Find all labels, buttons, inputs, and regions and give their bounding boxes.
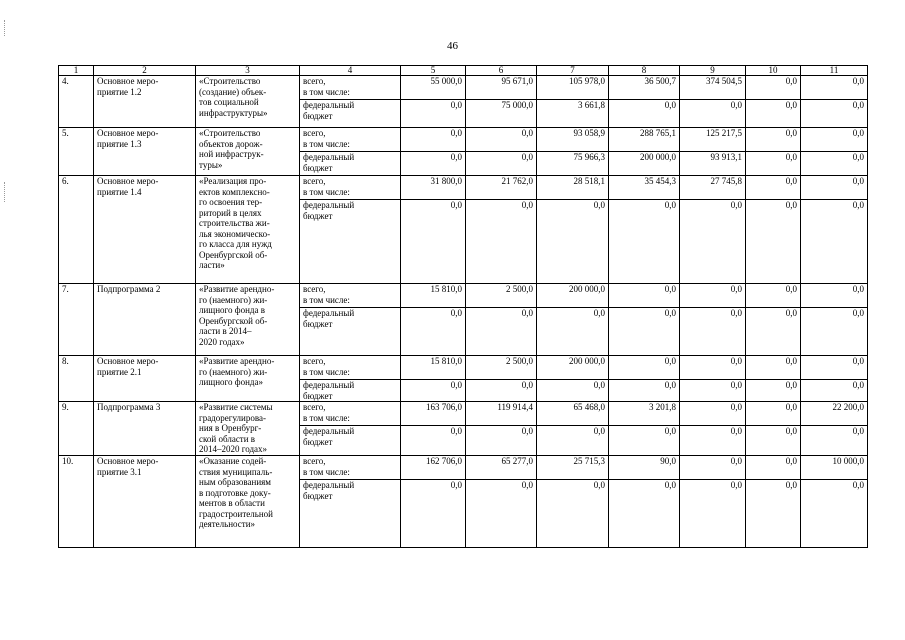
table-row (59, 356, 868, 380)
column-header: 11 (801, 66, 868, 76)
row-name: Основное меро- приятие 1.4 (94, 176, 196, 284)
row-title: «Развитие арендно- го (наемного) жи- лищного фонда в Оренбургской об- ласти в 2014– 2020 годах» (196, 284, 300, 356)
total-value: 125 217,5 (680, 128, 746, 152)
total-value: 0,0 (466, 128, 537, 152)
federal-value: 0,0 (680, 308, 746, 356)
column-header: 10 (746, 66, 801, 76)
total-value: 0,0 (801, 176, 868, 200)
total-value: 0,0 (801, 284, 868, 308)
total-value: 0,0 (801, 76, 868, 100)
total-value: 93 058,9 (537, 128, 609, 152)
total-value: 0,0 (401, 128, 466, 152)
total-value: 200 000,0 (537, 356, 609, 380)
federal-value: 0,0 (401, 100, 466, 128)
federal-value: 0,0 (466, 426, 537, 456)
federal-value: 0,0 (609, 200, 680, 284)
federal-value: 200 000,0 (609, 152, 680, 176)
total-value: 105 978,0 (537, 76, 609, 100)
total-value: 0,0 (746, 128, 801, 152)
total-value: 65 468,0 (537, 402, 609, 426)
federal-value: 0,0 (680, 380, 746, 402)
total-value: 288 765,1 (609, 128, 680, 152)
federal-value: 0,0 (801, 480, 868, 548)
federal-value: 0,0 (746, 426, 801, 456)
row-name: Основное меро- приятие 1.3 (94, 128, 196, 176)
federal-value: 0,0 (609, 100, 680, 128)
federal-label: федеральный бюджет (300, 152, 401, 176)
column-header: 9 (680, 66, 746, 76)
federal-value: 0,0 (801, 308, 868, 356)
total-value: 35 454,3 (609, 176, 680, 200)
total-value: 200 000,0 (537, 284, 609, 308)
row-name: Основное меро- приятие 1.2 (94, 76, 196, 128)
total-value: 36 500,7 (609, 76, 680, 100)
total-label: всего, в том числе: (300, 284, 401, 308)
total-label: всего, в том числе: (300, 128, 401, 152)
total-value: 0,0 (680, 402, 746, 426)
row-title: «Развитие системы градорегулирова- ния в Оренбург- ской области в 2014–2020 годах» (196, 402, 300, 456)
federal-value: 0,0 (401, 480, 466, 548)
federal-value: 0,0 (746, 200, 801, 284)
federal-value: 0,0 (537, 308, 609, 356)
total-value: 15 810,0 (401, 284, 466, 308)
column-header: 6 (466, 66, 537, 76)
row-title: «Строительство (создание) объек- тов социальной инфраструктуры» (196, 76, 300, 128)
total-value: 0,0 (609, 356, 680, 380)
row-title: «Оказание содей- ствия муниципаль- ным образованиям в подготовке доку- ментов в области градостроительной деятельности» (196, 456, 300, 548)
table-row (59, 284, 868, 308)
row-name: Подпрограмма 2 (94, 284, 196, 356)
total-value: 0,0 (746, 284, 801, 308)
federal-value: 0,0 (401, 308, 466, 356)
federal-value: 0,0 (680, 480, 746, 548)
federal-value: 0,0 (401, 200, 466, 284)
federal-value: 0,0 (746, 480, 801, 548)
federal-value: 0,0 (466, 152, 537, 176)
federal-value: 0,0 (466, 480, 537, 548)
total-label: всего, в том числе: (300, 356, 401, 380)
total-value: 65 277,0 (466, 456, 537, 480)
total-value: 119 914,4 (466, 402, 537, 426)
total-value: 21 762,0 (466, 176, 537, 200)
table-row (59, 456, 868, 480)
budget-table-body (59, 66, 868, 548)
row-name: Подпрограмма 3 (94, 402, 196, 456)
federal-value: 0,0 (609, 308, 680, 356)
total-value: 0,0 (801, 356, 868, 380)
total-value: 10 000,0 (801, 456, 868, 480)
federal-value: 0,0 (680, 426, 746, 456)
total-value: 162 706,0 (401, 456, 466, 480)
federal-value: 0,0 (609, 480, 680, 548)
federal-value: 0,0 (537, 380, 609, 402)
row-name: Основное меро- приятие 2.1 (94, 356, 196, 402)
total-value: 163 706,0 (401, 402, 466, 426)
budget-table (58, 65, 868, 548)
federal-value: 0,0 (746, 100, 801, 128)
total-value: 374 504,5 (680, 76, 746, 100)
total-value: 95 671,0 (466, 76, 537, 100)
row-name: Основное меро- приятие 3.1 (94, 456, 196, 548)
federal-label: федеральный бюджет (300, 200, 401, 284)
total-value: 0,0 (680, 356, 746, 380)
total-value: 28 518,1 (537, 176, 609, 200)
federal-value: 0,0 (801, 200, 868, 284)
total-label: всего, в том числе: (300, 456, 401, 480)
row-title: «Строительство объектов дорож- ной инфраструк- туры» (196, 128, 300, 176)
table-row (59, 402, 868, 426)
row-number: 10. (59, 456, 94, 548)
row-number: 7. (59, 284, 94, 356)
federal-value: 0,0 (537, 480, 609, 548)
total-value: 0,0 (746, 76, 801, 100)
total-value: 0,0 (801, 128, 868, 152)
total-value: 2 500,0 (466, 356, 537, 380)
federal-value: 0,0 (801, 380, 868, 402)
total-value: 2 500,0 (466, 284, 537, 308)
column-header: 4 (300, 66, 401, 76)
column-header: 2 (94, 66, 196, 76)
federal-value: 0,0 (466, 200, 537, 284)
total-value: 0,0 (609, 284, 680, 308)
federal-value: 0,0 (801, 100, 868, 128)
margin-mark-middle (4, 182, 6, 202)
federal-value: 0,0 (801, 426, 868, 456)
column-header: 8 (609, 66, 680, 76)
federal-value: 93 913,1 (680, 152, 746, 176)
page-number: 46 (447, 40, 458, 52)
federal-value: 0,0 (680, 100, 746, 128)
row-title: «Реализация про- ектов комплексно- го освоения тер- риторий в целях строительства жи- лья экономическо- го класса для нужд Оренбургской об- ласти» (196, 176, 300, 284)
margin-mark-top (4, 20, 6, 36)
federal-label: федеральный бюджет (300, 380, 401, 402)
federal-label: федеральный бюджет (300, 308, 401, 356)
federal-value: 0,0 (801, 152, 868, 176)
federal-value: 0,0 (537, 200, 609, 284)
total-value: 25 715,3 (537, 456, 609, 480)
row-number: 8. (59, 356, 94, 402)
federal-value: 0,0 (537, 426, 609, 456)
table-row (59, 76, 868, 100)
federal-value: 0,0 (401, 152, 466, 176)
column-header: 3 (196, 66, 300, 76)
total-value: 0,0 (680, 284, 746, 308)
total-value: 31 800,0 (401, 176, 466, 200)
federal-value: 75 966,3 (537, 152, 609, 176)
federal-label: федеральный бюджет (300, 100, 401, 128)
column-header: 1 (59, 66, 94, 76)
federal-value: 0,0 (746, 152, 801, 176)
total-value: 3 201,8 (609, 402, 680, 426)
federal-value: 75 000,0 (466, 100, 537, 128)
header-row (59, 66, 868, 76)
table-row (59, 128, 868, 152)
row-number: 5. (59, 128, 94, 176)
column-header: 7 (537, 66, 609, 76)
federal-value: 0,0 (466, 308, 537, 356)
total-value: 27 745,8 (680, 176, 746, 200)
total-label: всего, в том числе: (300, 76, 401, 100)
row-number: 6. (59, 176, 94, 284)
total-value: 0,0 (746, 176, 801, 200)
total-value: 0,0 (746, 402, 801, 426)
federal-value: 0,0 (466, 380, 537, 402)
federal-value: 0,0 (746, 380, 801, 402)
federal-value: 0,0 (609, 426, 680, 456)
column-header: 5 (401, 66, 466, 76)
total-value: 55 000,0 (401, 76, 466, 100)
federal-value: 3 661,8 (537, 100, 609, 128)
total-value: 0,0 (680, 456, 746, 480)
total-value: 0,0 (746, 356, 801, 380)
federal-value: 0,0 (609, 380, 680, 402)
federal-value: 0,0 (401, 380, 466, 402)
federal-value: 0,0 (401, 426, 466, 456)
row-title: «Развитие арендно- го (наемного) жи- лищного фонда» (196, 356, 300, 402)
federal-label: федеральный бюджет (300, 426, 401, 456)
total-value: 22 200,0 (801, 402, 868, 426)
total-label: всего, в том числе: (300, 176, 401, 200)
row-number: 4. (59, 76, 94, 128)
table-row (59, 176, 868, 200)
total-value: 90,0 (609, 456, 680, 480)
federal-value: 0,0 (746, 308, 801, 356)
total-value: 0,0 (746, 456, 801, 480)
row-number: 9. (59, 402, 94, 456)
total-value: 15 810,0 (401, 356, 466, 380)
total-label: всего, в том числе: (300, 402, 401, 426)
federal-value: 0,0 (680, 200, 746, 284)
federal-label: федеральный бюджет (300, 480, 401, 548)
